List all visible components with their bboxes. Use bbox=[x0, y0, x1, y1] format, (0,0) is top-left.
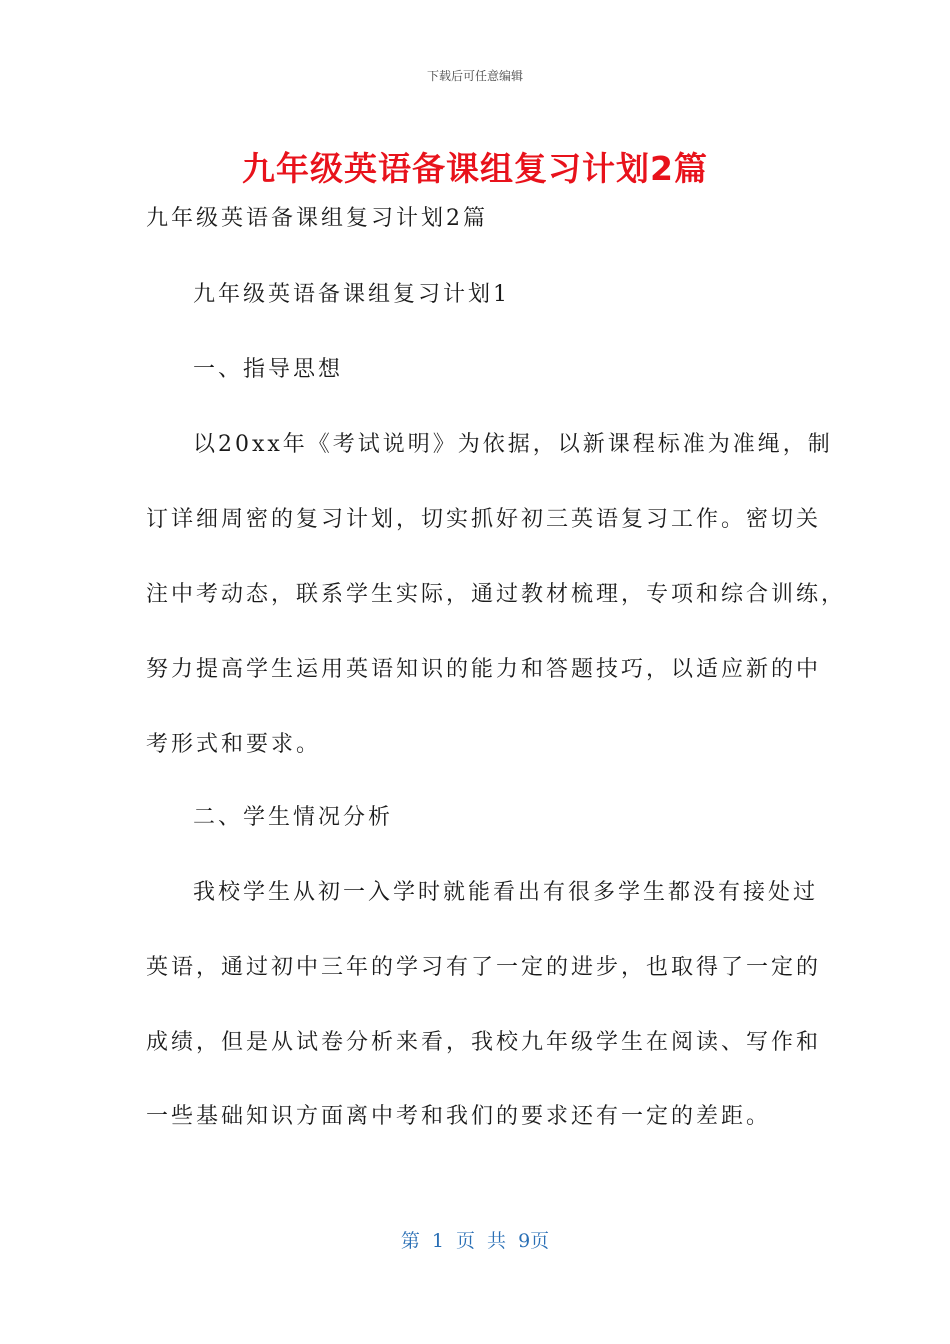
paragraph-line: 以20xx年《考试说明》为依据，以新课程标准为准绳，制 bbox=[193, 432, 833, 457]
document-title: 九年级英语备课组复习计划2篇 bbox=[242, 149, 708, 188]
heading-student-analysis: 二、学生情况分析 bbox=[193, 805, 394, 830]
paragraph-line: 英语，通过初中三年的学习有了一定的进步，也取得了一定的 bbox=[146, 955, 822, 980]
paragraph-line: 注中考动态，联系学生实际，通过教材梳理，专项和综合训练， bbox=[146, 582, 847, 607]
subtitle-line: 九年级英语备课组复习计划2篇 bbox=[146, 206, 488, 231]
header-note: 下载后可任意编辑 bbox=[426, 69, 523, 83]
paragraph-line: 一些基础知识方面离中考和我们的要求还有一定的差距。 bbox=[146, 1104, 772, 1129]
section-title: 九年级英语备课组复习计划1 bbox=[193, 282, 510, 307]
paragraph-line: 订详细周密的复习计划，切实抓好初三英语复习工作。密切关 bbox=[146, 507, 822, 532]
paragraph-line: 我校学生从初一入学时就能看出有很多学生都没有接处过 bbox=[193, 880, 819, 905]
paragraph-line: 成绩，但是从试卷分析来看，我校九年级学生在阅读、写作和 bbox=[146, 1030, 822, 1055]
paragraph-line: 考形式和要求。 bbox=[146, 732, 322, 757]
heading-guiding-thought: 一、指导思想 bbox=[193, 357, 344, 382]
paragraph-line: 努力提高学生运用英语知识的能力和答题技巧，以适应新的中 bbox=[146, 657, 822, 682]
page-footer: 第 1 页 共 9页 bbox=[400, 1230, 550, 1252]
